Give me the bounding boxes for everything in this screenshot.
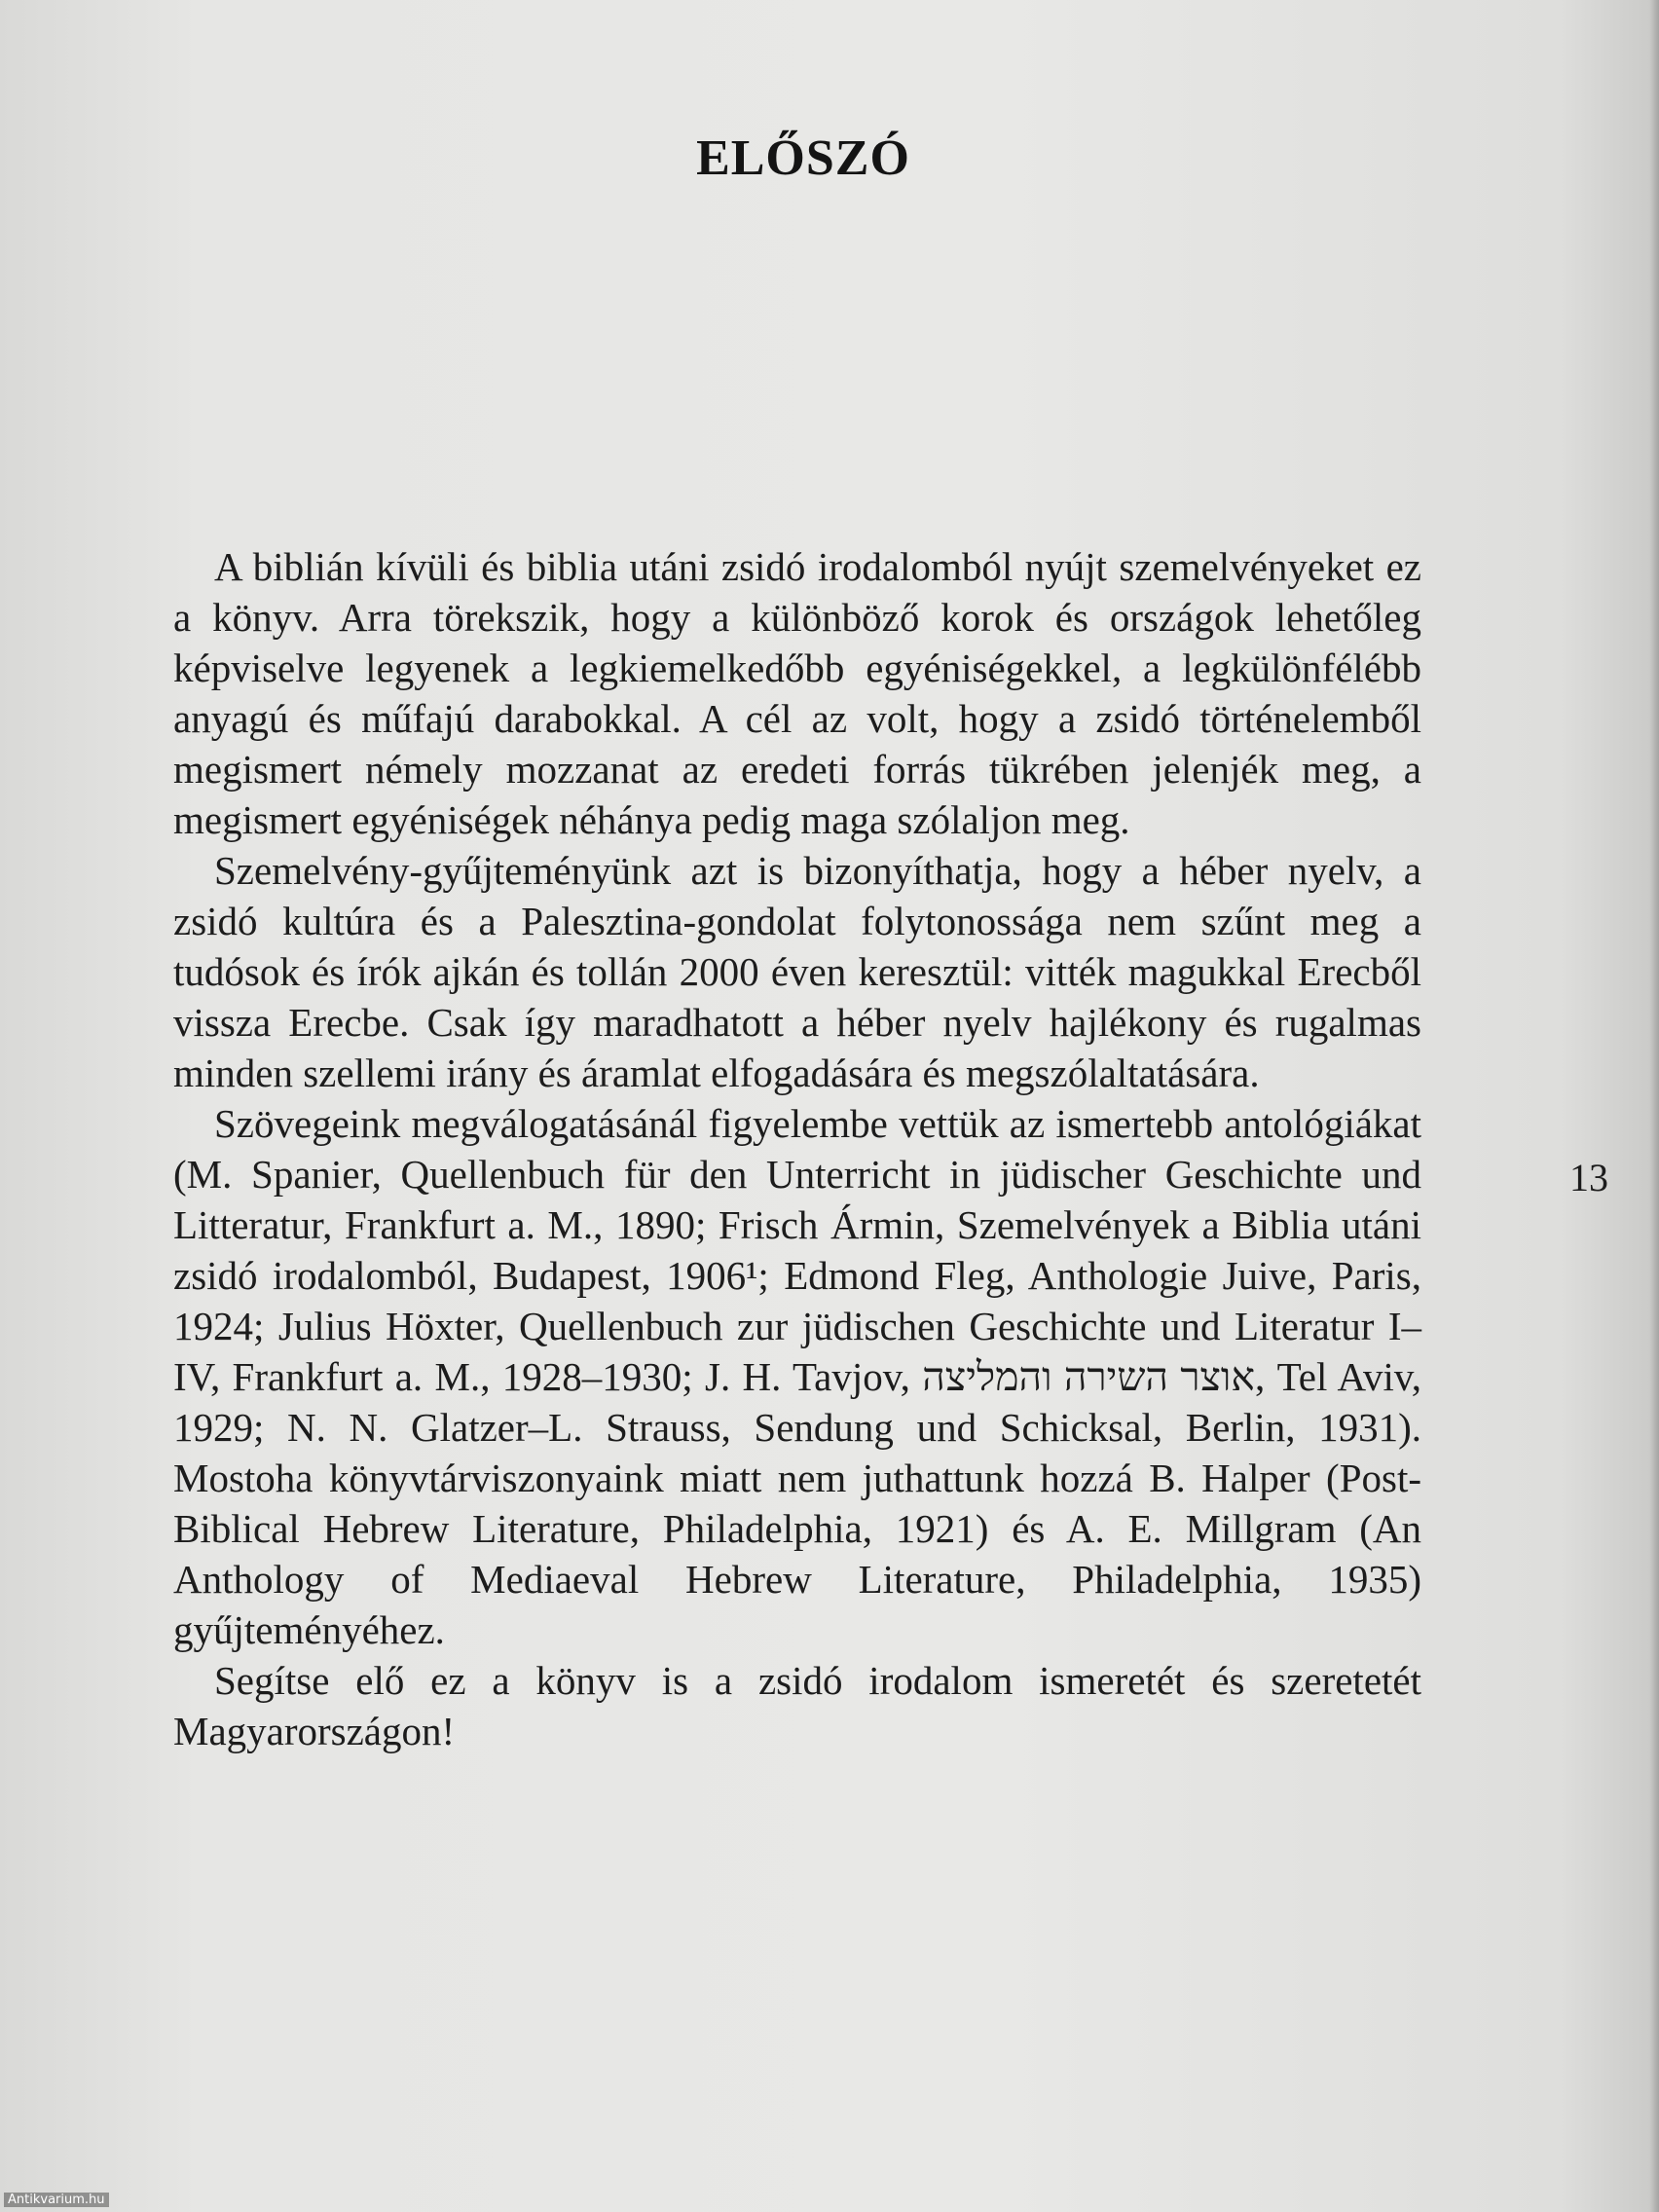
- paragraph-4: Segítse elő ez a könyv is a zsidó irodalom ismeretét és szeretetét Magyarországon!: [173, 1658, 1421, 1753]
- paragraph-2: Szemelvény-gyűjteményünk azt is bizonyíthatja, hogy a héber nyelv, a zsidó kultúra és a Palesztina-gondolat folytonossága nem szűnt meg a tudósok és írók ajkán és tollán 2000 éven keresztül: vitték magukkal Erecből vissza Erecbe. Csak így maradhatott a héber nyelv hajlékony és rugalmas minden szellemi irány és áramlat elfogadására és megszólaltatására.: [173, 848, 1421, 1095]
- paragraph-1: A biblián kívüli és biblia utáni zsidó irodalomból nyújt szemelvényeket ez a könyv. Arra törekszik, hogy a különböző korok és országok lehetőleg képviselve legyenek a legkiemelkedőbb egyéniségekkel, a legkülönfélébb anyagú és műfajú darabokkal. A cél az volt, hogy a zsidó történelemből megismert némely mozzanat az eredeti forrás tükrében jelenjék meg, a megismert egyéniségek néhánya pedig maga szólaljon meg.: [173, 544, 1421, 842]
- preface-body: [173, 541, 1421, 1756]
- paragraph-3: Szövegeink megválogatásánál figyelembe vettük az ismertebb antológiákat (M. Spanier, Quellenbuch für den Unterricht in jüdischer Geschichte und Litteratur, Frankfurt a. M., 1890; Frisch Ármin, Szemelvények a Biblia utáni zsidó irodalomból, Budapest, 1906¹; Edmond Fleg, Anthologie Juive, Paris, 1924; Julius Höxter, Quellenbuch zur jüdischen Geschichte und Literatur I–IV, Frankfurt a. M., 1928–1930; J. H. Tavjov, אוצר השירה והמליצה, Tel Aviv, 1929; N. N. Glatzer–L. Strauss, Sendung und Schicksal, Berlin, 1931). Mostoha könyvtárviszonyaink miatt nem juthattunk hozzá B. Halper (Post-Biblical Hebrew Literature, Philadelphia, 1921) és A. E. Millgram (An Anthology of Mediaeval Hebrew Literature, Philadelphia, 1935) gyűjteményéhez.: [173, 1101, 1422, 1652]
- page-edge-shadow: [1649, 0, 1659, 2212]
- page-title: ELŐSZÓ: [696, 129, 910, 186]
- page-number: 13: [1569, 1156, 1608, 1199]
- source-watermark: Antikvarium.hu: [4, 2193, 109, 2207]
